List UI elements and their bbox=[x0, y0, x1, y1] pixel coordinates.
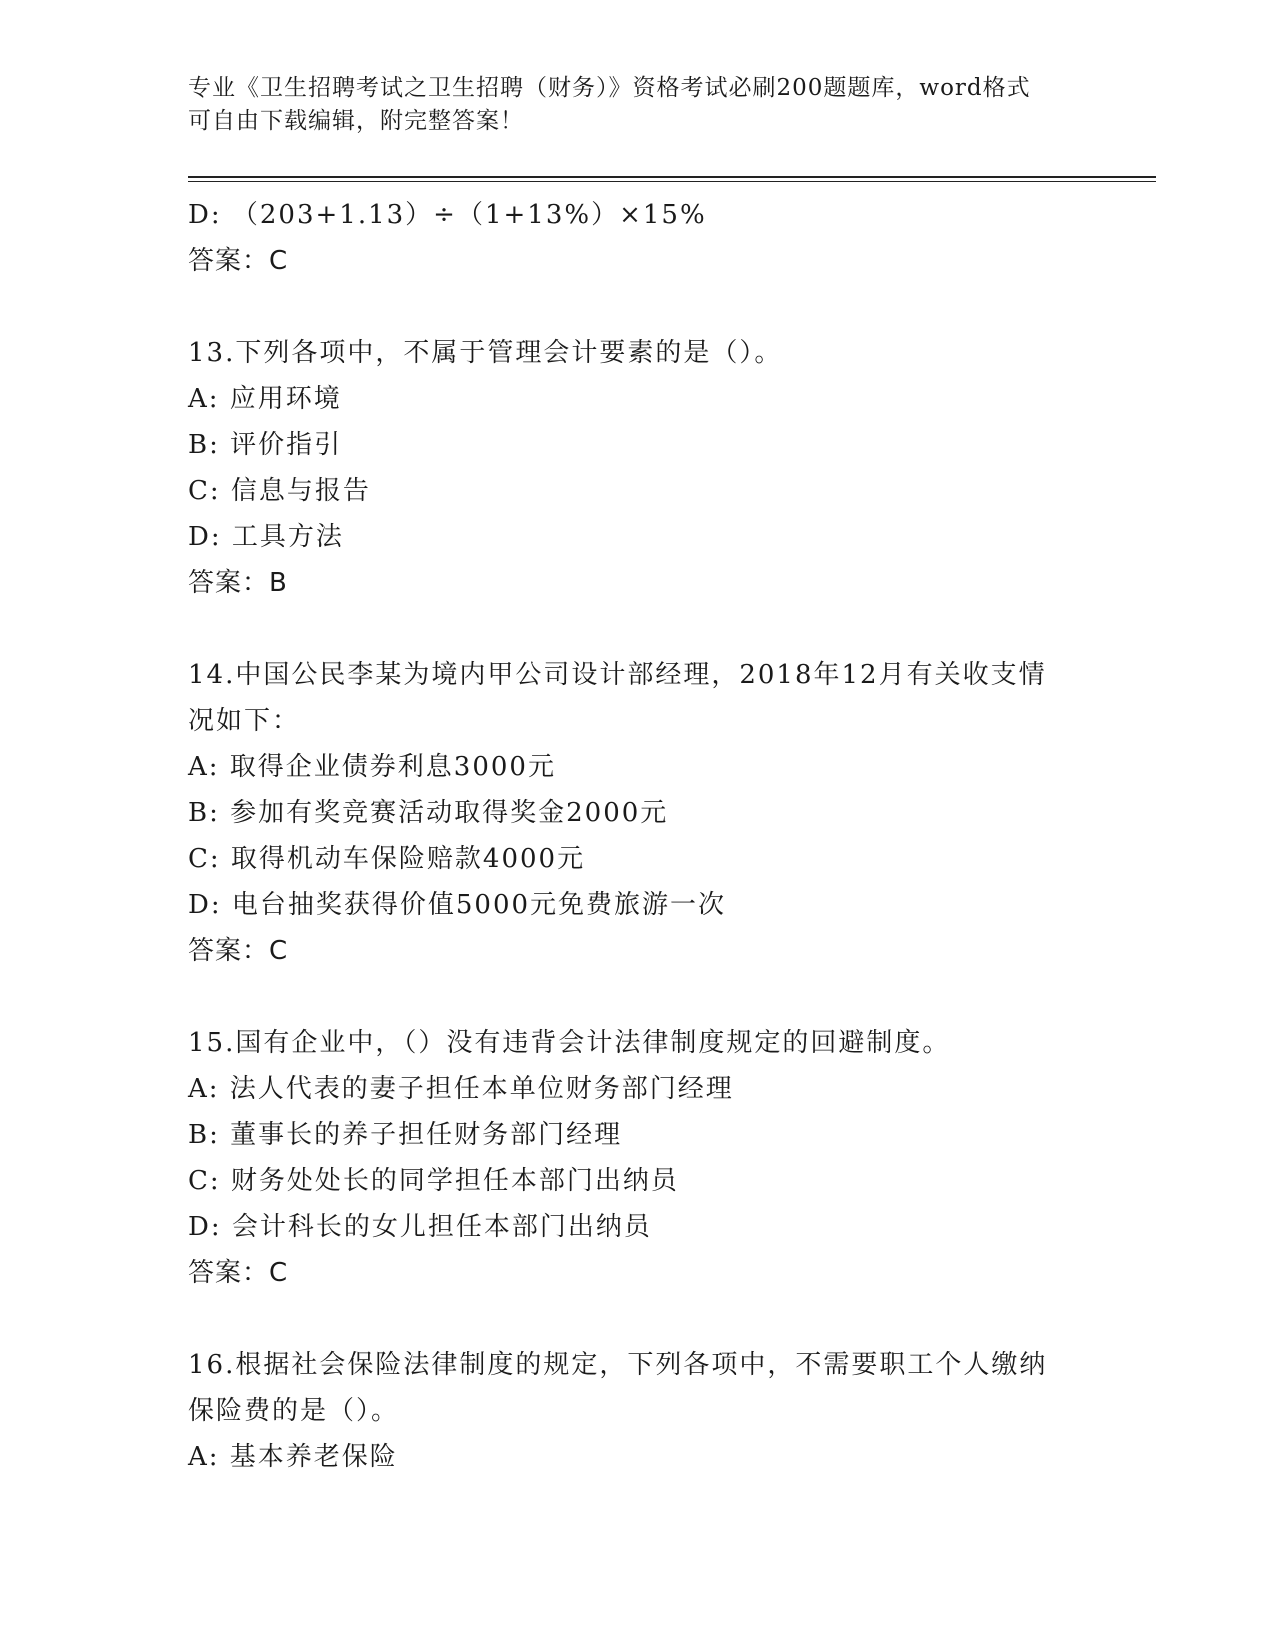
question-15-option-c: C: 财务处处长的同学担任本部门出纳员 bbox=[188, 1166, 679, 1196]
question-12-option-d: D: （203+1.13）÷（1+13%）×15% bbox=[188, 200, 707, 230]
question-13-option-a: A: 应用环境 bbox=[188, 384, 342, 414]
document-header bbox=[188, 72, 1088, 138]
question-15-stem: 15.国有企业中，（）没有违背会计法律制度规定的回避制度。 bbox=[188, 1028, 951, 1058]
question-13-option-c: C: 信息与报告 bbox=[188, 476, 371, 506]
question-12-answer: 答案：C bbox=[188, 246, 289, 276]
spacer bbox=[188, 974, 1088, 1020]
question-13-answer: 答案：B bbox=[188, 568, 288, 598]
question-16-option-a: A: 基本养老保险 bbox=[188, 1442, 398, 1472]
question-14-option-c: C: 取得机动车保险赔款4000元 bbox=[188, 844, 586, 874]
question-14-option-d: D: 电台抽奖获得价值5000元免费旅游一次 bbox=[188, 890, 727, 920]
question-14-answer: 答案：C bbox=[188, 936, 289, 966]
question-13-option-b: B: 评价指引 bbox=[188, 430, 343, 460]
question-14-option-a: A: 取得企业债券利息3000元 bbox=[188, 752, 556, 782]
spacer bbox=[188, 606, 1088, 652]
question-16-stem-line-2: 保险费的是（）。 bbox=[188, 1396, 400, 1426]
spacer bbox=[188, 1296, 1088, 1342]
header-line-2: 可自由下载编辑，附完整答案！ bbox=[188, 108, 524, 134]
question-15-answer: 答案：C bbox=[188, 1258, 289, 1288]
question-13-option-d: D: 工具方法 bbox=[188, 522, 344, 552]
question-13-stem: 13.下列各项中，不属于管理会计要素的是（）。 bbox=[188, 338, 783, 368]
question-14-stem-line-2: 况如下： bbox=[188, 706, 301, 736]
header-line-1: 专业《卫生招聘考试之卫生招聘（财务）》资格考试必刷200题题库，word格式 bbox=[188, 75, 1031, 101]
header-divider-thick bbox=[188, 176, 1156, 178]
question-14-option-b: B: 参加有奖竞赛活动取得奖金2000元 bbox=[188, 798, 669, 828]
question-15-option-b: B: 董事长的养子担任财务部门经理 bbox=[188, 1120, 623, 1150]
question-15-option-a: A: 法人代表的妻子担任本单位财务部门经理 bbox=[188, 1074, 734, 1104]
question-15-option-d: D: 会计科长的女儿担任本部门出纳员 bbox=[188, 1212, 652, 1242]
question-16-stem-line-1: 16.根据社会保险法律制度的规定，下列各项中，不需要职工个人缴纳 bbox=[188, 1350, 1048, 1380]
spacer bbox=[188, 284, 1088, 330]
question-list bbox=[188, 192, 1088, 1480]
header-divider-thin bbox=[188, 181, 1156, 182]
question-14-stem-line-1: 14.中国公民李某为境内甲公司设计部经理，2018年12月有关收支情 bbox=[188, 660, 1047, 690]
